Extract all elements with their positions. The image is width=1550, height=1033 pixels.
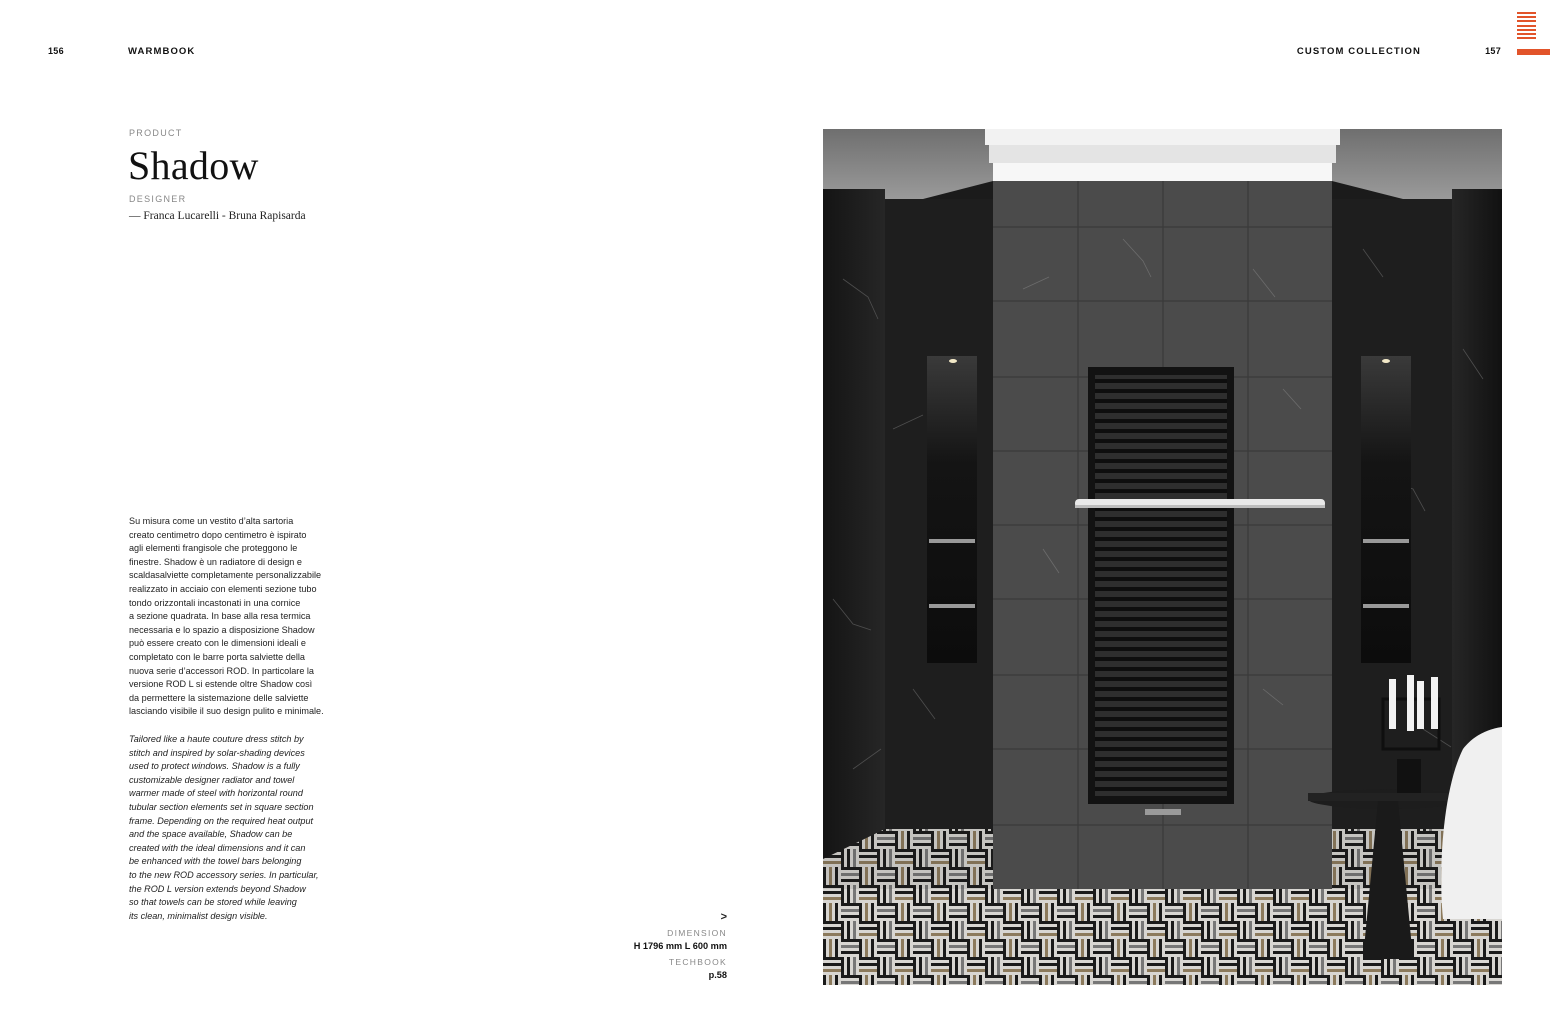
text-line: Su misura come un vestito d’alta sartoria — [129, 516, 294, 526]
text-line: warmer made of steel with horizontal round — [129, 788, 303, 799]
text-line: nuova serie d’accessori ROD. In particolare la — [129, 665, 314, 676]
text-line: completato con le barre porta salviette della — [129, 651, 305, 662]
designer-dash: — — [129, 210, 141, 222]
text-line: used to protect windows. Shadow is a fully — [129, 761, 300, 772]
text-line: da permettere la sistemazione delle salviette — [129, 692, 309, 703]
brand-stripes-logo — [1517, 12, 1536, 41]
techbook-arrow[interactable]: > — [720, 911, 727, 923]
text-line: a sezione quadrata. In base alla resa termica — [129, 611, 311, 622]
product-photo — [823, 129, 1502, 985]
accent-rule — [1517, 49, 1550, 55]
text-line: frame. Depending on the required heat output — [129, 815, 314, 826]
text-line: stitch and inspired by solar-shading devices — [129, 747, 305, 758]
text-line: finestre. Shadow è un radiatore di design e — [129, 556, 302, 567]
text-line: to the new ROD accessory series. In particular, — [129, 869, 319, 880]
text-line: necessaria e lo spazio a disposizione Shadow — [129, 624, 315, 635]
text-line: creato centimetro dopo centimetro è ispirato — [129, 529, 307, 540]
text-line: realizzato in acciaio con elementi sezione tubo — [129, 583, 317, 594]
text-line: versione ROD L si estende oltre Shadow così — [129, 679, 313, 690]
text-line: Tailored like a haute couture dress stitch by — [129, 734, 304, 744]
description-english — [129, 733, 329, 923]
text-line: lasciando visibile il suo design pulito e minimale. — [129, 706, 324, 717]
bathroom-scene-illustration — [823, 129, 1502, 985]
designer-names-text: Franca Lucarelli - Bruna Rapisarda — [143, 210, 306, 222]
text-line: created with the ideal dimensions and it can — [129, 842, 306, 853]
designer-names — [129, 210, 306, 222]
text-line: so that towels can be stored while leaving — [129, 897, 297, 908]
dimension-label: DIMENSION — [667, 928, 727, 938]
right-section-title: CUSTOM COLLECTION — [1296, 46, 1421, 57]
text-line: può essere creato con le dimensioni ideali e — [129, 638, 306, 649]
product-label: PRODUCT — [129, 128, 183, 138]
dimension-value: H 1796 mm L 600 mm — [633, 941, 727, 951]
product-title: Shadow — [128, 143, 259, 188]
text-line: and the space available, Shadow can be — [129, 829, 293, 840]
text-line: the ROD L version extends beyond Shadow — [129, 883, 306, 894]
description-italian — [129, 515, 329, 719]
right-page-number: 157 — [1485, 46, 1501, 56]
techbook-label: TECHBOOK — [668, 957, 727, 967]
text-line: agli elementi frangisole che proteggono le — [129, 543, 298, 554]
text-line: scaldasalviette completamente personalizzabile — [129, 570, 322, 581]
designer-label: DESIGNER — [129, 194, 187, 204]
text-line: its clean, minimalist design visible. — [129, 910, 268, 921]
product-specs — [634, 910, 727, 982]
text-line: tubular section elements set in square section — [129, 801, 314, 812]
text-line: customizable designer radiator and towel — [129, 774, 295, 785]
text-line: be enhanced with the towel bars belonging — [129, 856, 302, 867]
left-page-number: 156 — [48, 46, 64, 56]
text-line: tondo orizzontali incastonati in una cornice — [129, 597, 301, 608]
techbook-page-link[interactable]: p.58 — [708, 970, 727, 980]
left-section-title: WARMBOOK — [128, 46, 196, 57]
